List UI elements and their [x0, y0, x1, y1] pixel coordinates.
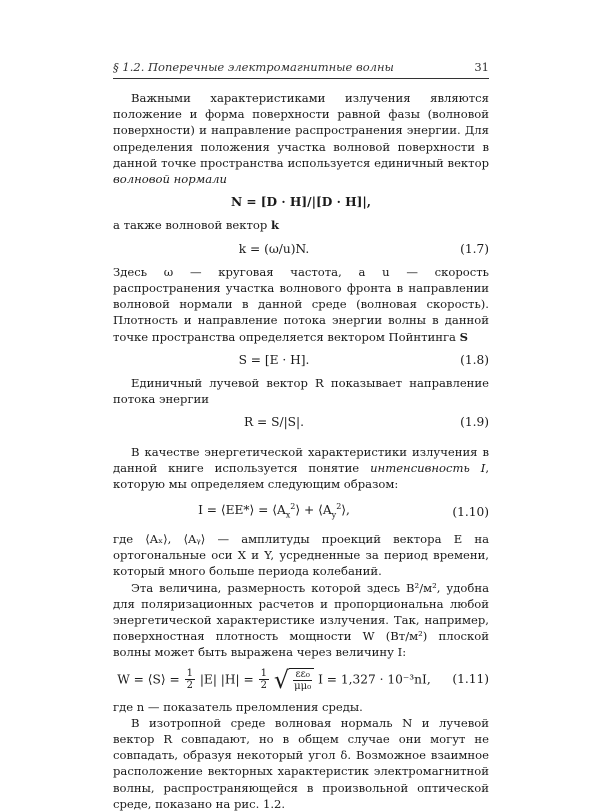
paragraph-2: а также волновой вектор k [113, 218, 280, 233]
square-root: √ $\frac{\text{εε₀}}{\text{μμ₀}}$ [274, 668, 314, 692]
equation-N: N = [D · H]/|[D · H]|, [230, 195, 372, 210]
equation-1-10: I = ⟨EE*⟩ = $⟨A_x^2⟩$ + $⟨A_y^2⟩$, (1.10) [198, 502, 489, 520]
term-intensity: интенсивность I [370, 460, 486, 475]
equation-number: (1.8) [460, 352, 489, 367]
term-wave-normal: волновой нормали [113, 172, 228, 187]
page-number: 31 [474, 60, 489, 74]
paragraph-1: Важными характеристиками излучения являются положение и форма поверхности равной фазы (волновой поверхности) и направление распространения энергии. Для определения положения участка волновой поверхности в данной точке пространства используется единичный вектор волновой нормали [113, 91, 489, 187]
paragraph-6: где ⟨Aₓ⟩, ⟨Aᵧ⟩ — амплитуды проекций вектора E на ортогональные оси X и Y, усредненные за период времени, который много больше периода колебаний. [113, 531, 489, 579]
paragraph-4: Единичный лучевой вектор R показывает направление потока энергии [113, 376, 489, 407]
equation-number: (1.7) [460, 241, 489, 256]
equation-1-9: R = S/|S|. (1.9) [243, 415, 489, 430]
equation-1-8: S = [E · H]. (1.8) [238, 352, 489, 367]
paragraph-7: Эта величина, размерность которой здесь В²/м², удобна для поляризационных расчетов и пропорциональна любой энергетической характеристике излучения. Так, например, поверхностная плотность мощности W (Вт/м²) плоской волны может быть выражена через величину I: [113, 580, 489, 660]
paragraph-5: В качестве энергетической характеристики излучения в данной книге используется понятие интенсивность I, которую мы определяем следующим образом: [113, 444, 489, 492]
equation-number: (1.9) [460, 415, 489, 430]
paragraph-3: Здесь ω — круговая частота, а u — скорость распространения участка волнового фронта в направлении волновой нормали в данной среде (волновая скорость). Плотность и направление потока энергии волны в данной точке пространства определяется вектором Пойнтинга S [113, 264, 489, 344]
section-title: § 1.2. Поперечные электромагнитные волны [113, 60, 394, 74]
equation-number: (1.11) [452, 672, 489, 687]
paragraph-9: В изотропной среде волновая нормаль N и лучевой вектор R совпадают, но в общем случае они могут не совпадать, образуя некоторый угол δ. Возможное взаимное расположение векторных характеристик электромагнитной волны, распространяющейся в произвольной оптической среде, показано на рис. 1.2. [113, 715, 489, 811]
equation-1-7: k = (ω/u)N. (1.7) [238, 241, 489, 256]
running-header [113, 60, 489, 79]
equation-number: (1.10) [452, 504, 489, 519]
equation-1-11: W = ⟨S⟩ = $\frac{1}{2}$ |E| |H| = $\frac{1}{2}$ √ $\frac{\text{εε₀}}{\text{μμ₀}}$ I = 1,327 · 10⁻³nI, (1.11) [117, 665, 489, 694]
page-body [113, 90, 489, 812]
paragraph-8: где n — показатель преломления среды. [113, 699, 363, 714]
